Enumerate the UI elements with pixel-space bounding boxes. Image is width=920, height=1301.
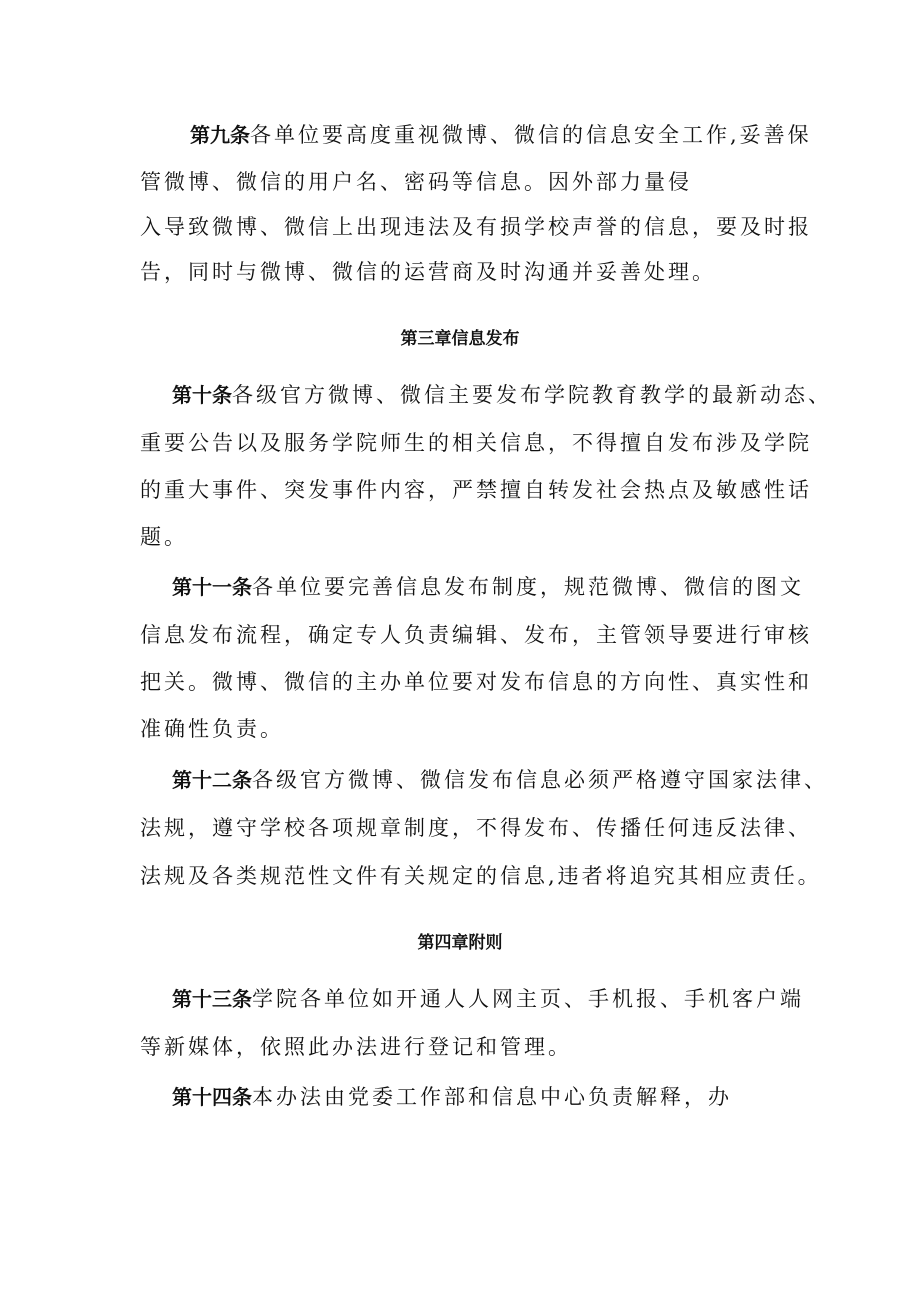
article-10-line-1 — [172, 380, 832, 410]
article-9-label: 第九条 — [190, 123, 250, 147]
article-14-label: 第十四条 — [172, 1085, 252, 1109]
article-11-line-2: 信息发布流程，确定专人负责编辑、发布，主管领导要进行审核 — [140, 623, 812, 647]
article-13-label: 第十三条 — [172, 987, 252, 1011]
article-11-label: 第十一条 — [172, 575, 252, 599]
article-14-line-1 — [172, 1082, 732, 1112]
article-13-line-2: 等新媒体，依照此办法进行登记和管理。 — [140, 1035, 572, 1059]
article-11-line-3: 把关。微博、微信的主办单位要对发布信息的方向性、真实性和 — [140, 670, 812, 694]
article-9-text-1: 各单位要高度重视微博、微信的信息安全工作,妥善保 — [250, 123, 812, 147]
chapter-3-heading: 第三章信息发布 — [400, 329, 520, 349]
article-12-line-1 — [172, 765, 828, 795]
article-11-line-4: 准确性负责。 — [140, 717, 284, 741]
article-12-text-1: 各级官方微博、微信发布信息必须严格遵守国家法律、 — [252, 768, 828, 792]
article-10-line-3: 的重大事件、突发事件内容，严禁擅自转发社会热点及敏感性话 — [140, 478, 812, 502]
article-11-text-1: 各单位要完善信息发布制度，规范微博、微信的图文 — [252, 575, 804, 599]
article-10-label: 第十条 — [172, 383, 232, 407]
chapter-4-heading: 第四章附则 — [417, 933, 503, 953]
article-12-line-2: 法规，遵守学校各项规章制度，不得发布、传播任何违反法律、 — [140, 816, 812, 840]
article-12-label: 第十二条 — [172, 768, 252, 792]
article-9-line-4: 告，同时与微博、微信的运营商及时沟通并妥善处理。 — [140, 260, 716, 284]
article-14-text-1: 本办法由党委工作部和信息中心负责解释，办 — [252, 1085, 732, 1109]
article-10-line-4: 题。 — [140, 525, 188, 549]
article-13-text-1: 学院各单位如开通人人网主页、手机报、手机客户端 — [252, 987, 804, 1011]
article-9-line-2: 管微博、微信的用户名、密码等信息。因外部力量侵 — [140, 170, 692, 194]
article-11-line-1 — [172, 572, 804, 602]
article-9-line-1 — [190, 120, 812, 150]
article-13-line-1 — [172, 984, 804, 1014]
article-9-line-3: 入导致微博、微信上出现违法及有损学校声誉的信息，要及时报 — [140, 215, 812, 239]
article-10-text-1: 各级官方微博、微信主要发布学院教育教学的最新动态、 — [232, 383, 832, 407]
article-10-line-2: 重要公告以及服务学院师生的相关信息，不得擅自发布涉及学院 — [140, 431, 812, 455]
article-12-line-3: 法规及各类规范性文件有关规定的信息,违者将追究其相应责任。 — [140, 864, 822, 888]
